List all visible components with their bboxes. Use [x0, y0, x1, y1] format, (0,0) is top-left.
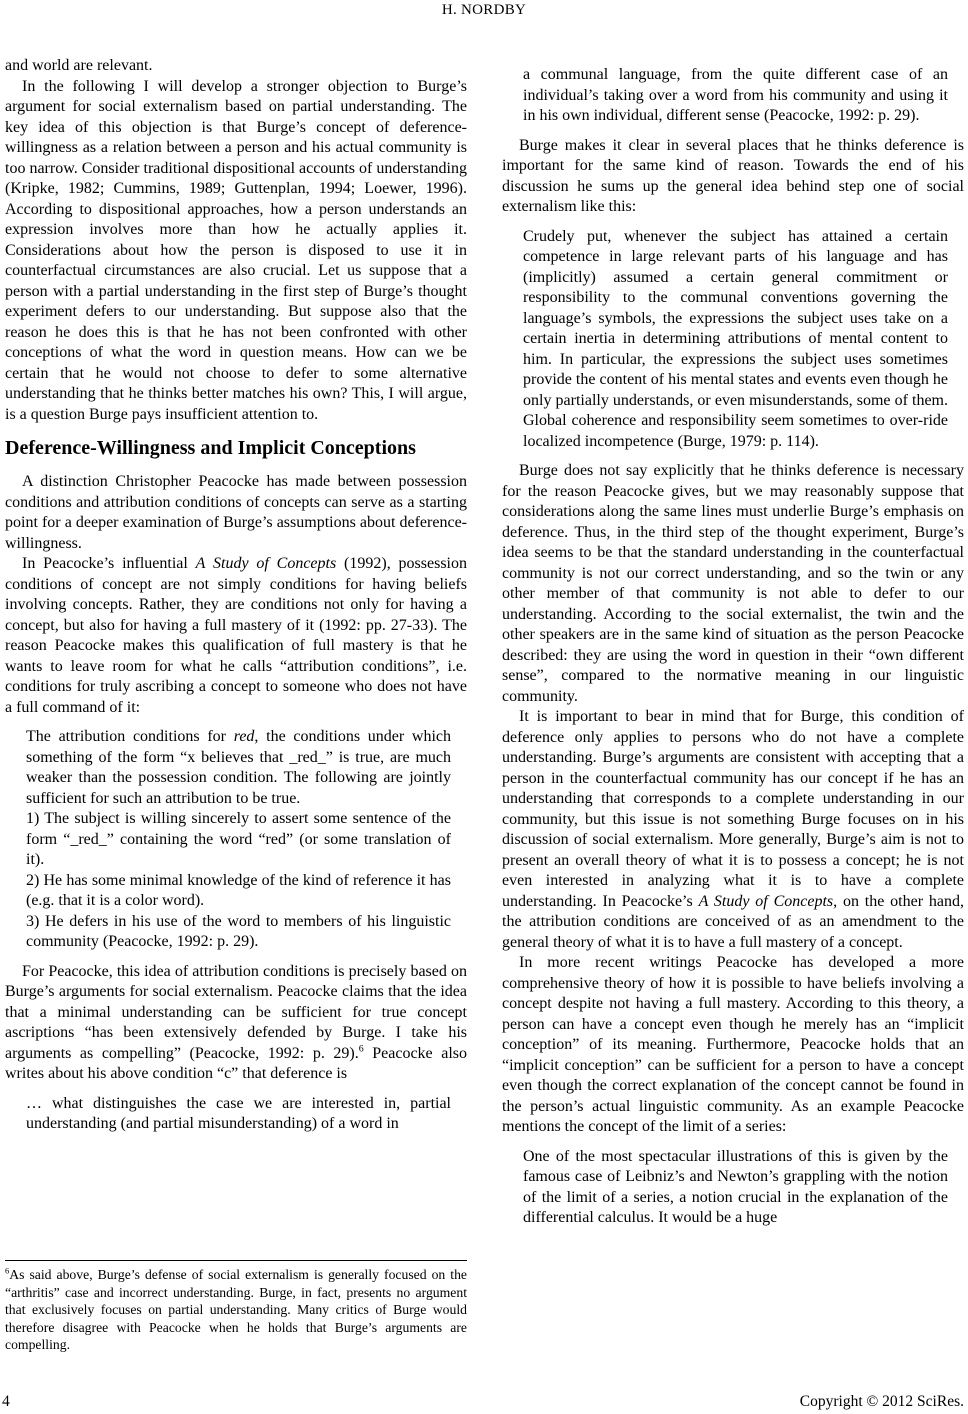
paragraph: Burge does not say explicitly that he thinks deference is necessary for the reason Peacocke gives, but we may reasonably suppose that considerations along the same lines must underlie Burge’s emphasis on deference. Thus, in the third step of the thought experiment, Burge’s idea seems to be that the standard understanding in the counterfactual community is not our correct understanding, and so the twin or any other member of that community is not able to defer to our understanding. According to the social externalist, the twin and the other speakers are in the same kind of situation as the person Peacocke described: they are using the word in question in their “own different sense”, compared to the normative meaning in our linguistic community.	[502, 462, 964, 705]
paragraph: In Peacocke’s influential A Study of Concepts (1992), possession conditions of concept are not simply conditions for having beliefs involving concepts. Rather, they are conditions not only for having a concept, but also for having a full mastery of it (1992: pp. 27-33). The reason Peacocke makes this qualification of full mastery is that he wants to leave room for what he calls “attribution conditions”, i.e. conditions for truly ascribing a concept to someone who does not have a full command of it:	[5, 555, 467, 716]
block-quote: One of the most spectacular illustrations of this is given by the famous case of Leibniz’s and Newton’s grappling with the notion of the limit of a series, a notion crucial in the explanation of the differential calculus. It would be a huge	[523, 1147, 948, 1226]
block-quote-continuation: a communal language, from the quite different case of an individual’s taking over a word from his community and using it in his own individual, different sense (Peacocke, 1992: p. 29).	[523, 66, 948, 124]
block-quote: The attribution conditions for red, the conditions under which something of the form “x believes that _red_” is true, are much weaker than the possession condition. The following are jointly sufficient for such an attribution to be true. 1) The subject is willing sincerely to assert some sentence of the form “_red_” containing the word “red” (or some translation of it). 2) He has some minimal knowledge of the kind of reference it has (e.g. that it is a color word). 3) He defers in his use of the word to members of his linguistic community (Peacocke, 1992: p. 29).	[26, 728, 451, 950]
footnote-rule	[5, 1260, 467, 1261]
copyright-notice: Copyright © 2012 SciRes.	[799, 1393, 964, 1410]
paragraph: For Peacocke, this idea of attribution conditions is precisely based on Burge’s arguments for social externalism. Peacocke claims that the idea that a minimal understanding can be sufficient for true concept ascriptions “has been extensively defended by Burge. I take his arguments as compelling” (Peacocke, 1992: p. 29).$^6$ Peacocke also writes about his above condition “c” that deference is	[5, 962, 467, 1082]
page-number: 4	[2, 1393, 10, 1410]
block-quote: … what distinguishes the case we are interested in, partial understanding (and partial misunderstanding) of a word in	[26, 1094, 451, 1132]
footnote: $^6$As said above, Burge’s defense of social externalism is generally focused on the “arthritis” case and incorrect understanding. Burge, in fact, presents no argument that exclusively focuses on partial understanding. Many critics of Burge would therefore disagree with Peacocke when he holds that Burge’s arguments are compelling.	[5, 1265, 467, 1353]
block-quote: Crudely put, whenever the subject has attained a certain competence in large relevant parts of his language and has (implicitly) assumed a certain general commitment or responsibility to the communal conventions governing the language’s symbols, the expressions the subject uses take on a certain inertia in determining attributions of mental content to him. In particular, the expressions the subject uses sometimes provide the content of his mental states and events even though he only partially understands, or even misunderstands, some of them. Global coherence and responsibility seem sometimes to over-ride localized incompetence (Burge, 1979: p. 114).	[523, 227, 948, 450]
paragraph: In the following I will develop a stronger objection to Burge’s argument for social externalism based on partial understanding. The key idea of this objection is that Burge’s concept of deference-willingness as a relation between a person and his actual community is too narrow. Consider traditional dispositional accounts of understanding (Kripke, 1982; Cummins, 1989; Guttenplan, 1994; Loewer, 1996). According to dispositional approaches, how a person understands an expression involves more than how he actually applies it. Considerations about how the person is disposed to use it in counterfactual circumstances are also crucial. Let us suppose that a person with a partial understanding in the first step of Burge’s thought experiment defers to our understanding. But suppose also that the reason he does this is that he has not been confronted with other conceptions of what the word in question means. How can we be certain that he would not choose to defer to some alternative understanding that he thinks better matches his own? This, I will argue, is a question Burge pays insufficient attention to.	[5, 77, 467, 423]
section-heading: Deference-Willingness and Implicit Conceptions	[5, 437, 416, 459]
running-head: H. NORDBY	[441, 2, 527, 18]
left-column	[5, 56, 467, 1354]
paragraph: It is important to bear in mind that for Burge, this condition of deference only applies to persons who do not have a complete understanding. Burge’s arguments are consistent with accepting that a person in the counterfactual community has our concept if he has an understanding that corresponds to a complete understanding in our community, but this issue is not something Burge focuses on in his discussion of social externalism. More generally, Burge’s aim is not to present an overall theory of what it is to possess a concept; he is not even interested in analyzing what it is to have a complete understanding. In Peacocke’s A Study of Concepts, on the other hand, the attribution conditions are conceived of as an amendment to the general theory of what it is to have a full mastery of a concept.	[502, 708, 964, 951]
paragraph: Burge makes it clear in several places that he thinks deference is important for the same kind of reason. Towards the end of his discussion he sums up the general idea behind step one of social externalism like this:	[502, 136, 964, 215]
page-footer	[2, 1393, 964, 1411]
right-column	[502, 56, 964, 1354]
paragraph: In more recent writings Peacocke has developed a more comprehensive theory of how it is possible to have beliefs involving a concept despite not having a full mastery. According to this theory, a person can have a concept even though he merely has an “implicit conception” of its meaning. Furthermore, Peacocke holds that an “implicit conception” can be sufficient for a person to have a concept even though the correct explanation of the concept cannot be found in the person’s actual linguistic community. As an example Peacocke mentions the concept of the limit of a series:	[502, 954, 964, 1135]
two-column-body	[5, 56, 964, 1354]
paragraph-continuation: and world are relevant.	[5, 57, 153, 74]
paragraph: A distinction Christopher Peacocke has made between possession conditions and attribution conditions of concepts can serve as a starting point for a deeper examination of Burge’s assumptions about deference-willingness.	[5, 473, 467, 552]
